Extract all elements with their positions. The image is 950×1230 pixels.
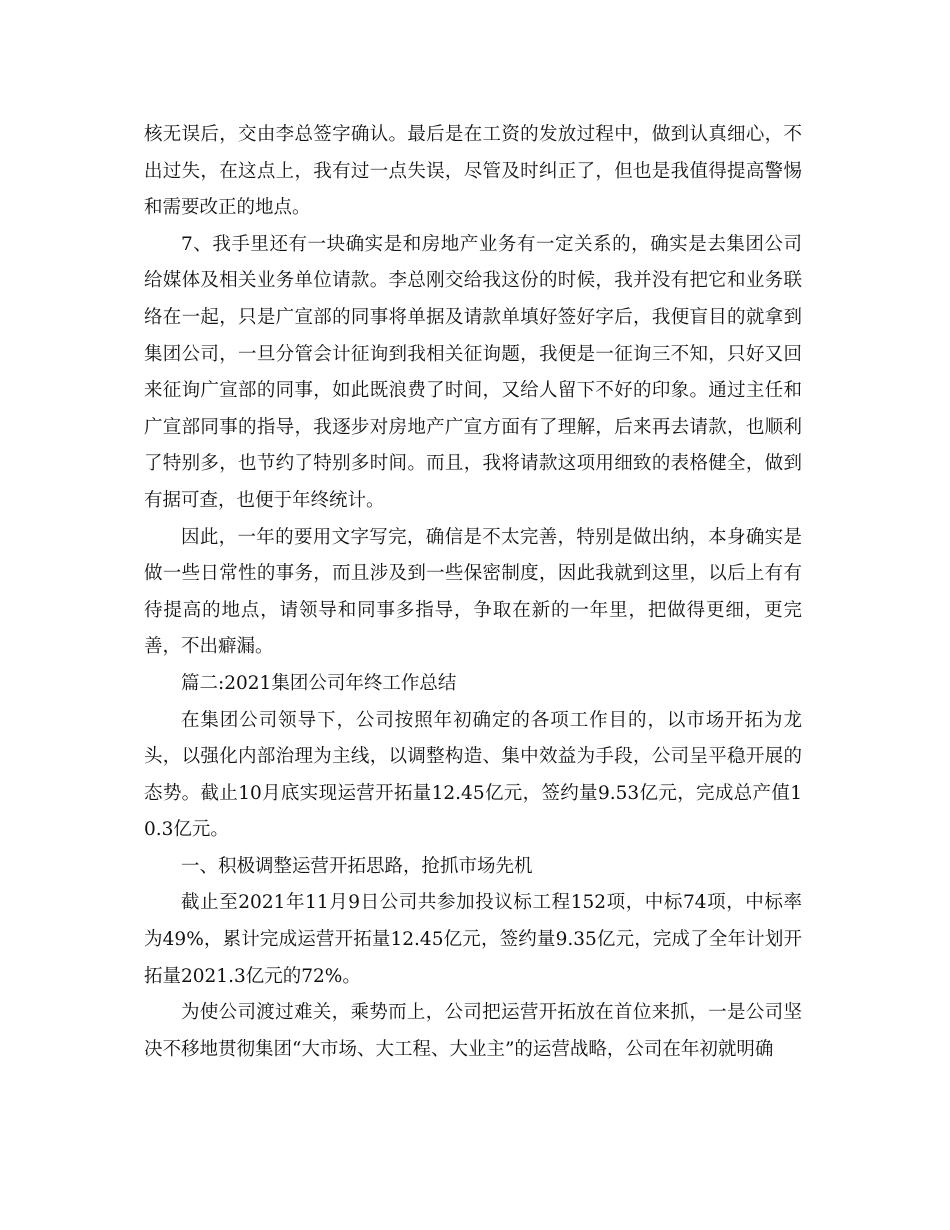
paragraph-strategy: 为使公司渡过难关，乘势而上，公司把运营开拓放在首位来抓，一是公司坚决不移地贯彻集团“大市场、大工程、大业主”的运营战略，公司在年初就明确 <box>144 1002 802 1060</box>
section-heading-part-two: 篇二:2021集团公司年终工作总结 <box>181 672 457 694</box>
paragraph-bidding-results: 截止至2021年11月9日公司共参加投议标工程152项，中标74项，中标率为49%，累计完成运营开拓量12.45亿元，签约量9.35亿元，完成了全年计划开拓量2021.3亿元的72%。 <box>144 892 802 987</box>
section-heading-market-expansion: 一、积极调整运营开拓思路，抢抓市场先机 <box>181 855 533 877</box>
document-body <box>144 117 802 1068</box>
paragraph-salary-review: 核无误后，交由李总签字确认。最后是在工资的发放过程中，做到认真细心，不出过失，在这点上，我有过一点失误，尽管及时纠正了，但也是我值得提高警惕和需要改正的地点。 <box>144 124 802 219</box>
paragraph-conclusion: 因此，一年的要用文字写完，确信是不太完善，特别是做出纳，本身确实是做一些日常性的事务，而且涉及到一些保密制度，因此我就到这里，以后上有有待提高的地点，请领导和同事多指导，争取在新的一年里，把做得更细，更完善，不出癖漏。 <box>144 526 802 658</box>
paragraph-payment-requests: 7、我手里还有一块确实是和房地产业务有一定关系的，确实是去集团公司给媒体及相关业务单位请款。李总刚交给我这份的时候，我并没有把它和业务联络在一起，只是广宣部的同事将单据及请款单填好签好字后，我便盲目的就拿到集团公司，一旦分管会计征询到我相关征询题，我便是一征询三不知，只好又回来征询广宣部的同事，如此既浪费了时间，又给人留下不好的印象。通过主任和广宣部同事的指导，我逐步对房地产广宣方面有了理解，后来再去请款，也顺利了特别多，也节约了特别多时间。而且，我将请款这项用细致的表格健全，做到有据可查，也便于年终统计。 <box>144 233 802 511</box>
paragraph-company-overview: 在集团公司领导下，公司按照年初确定的各项工作目的，以市场开拓为龙头，以强化内部治理为主线，以调整构造、集中效益为手段，公司呈平稳开展的态势。截止10月底实现运营开拓量12.45亿元，签约量9.53亿元，完成总产值10.3亿元。 <box>144 709 802 841</box>
